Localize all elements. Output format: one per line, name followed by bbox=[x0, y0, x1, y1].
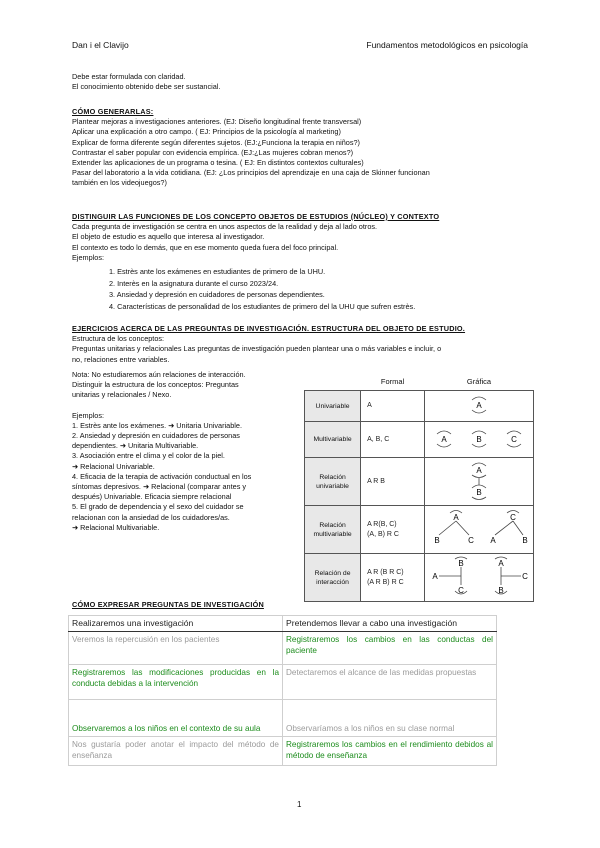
text-line: 3. Asociación entre el clima y el color de la piel. bbox=[72, 451, 225, 461]
row-graphic bbox=[425, 458, 534, 506]
graphic-multivariable bbox=[425, 424, 533, 454]
node-label: A bbox=[490, 535, 496, 545]
concept-structure-table bbox=[304, 372, 534, 602]
graphic-relacion-multivariable bbox=[425, 507, 533, 551]
text-line: El contexto es todo lo demás, que en ese momento queda fuera del foco principal. bbox=[72, 242, 339, 252]
list-item: 4. Características de personalidad de los estudiantes de primero del la UHU que sufren estrès. bbox=[109, 301, 416, 311]
section-distinguir bbox=[72, 212, 439, 263]
section-expresar bbox=[72, 600, 264, 610]
graphic-relacion-univariable bbox=[425, 459, 533, 503]
text-line: relacionan con la ansiedad de los cuidadores/as. bbox=[72, 512, 230, 522]
graphic-relacion-interaccion bbox=[425, 555, 533, 599]
node-label: A bbox=[498, 558, 504, 568]
text-line: 5. El grado de dependencia y el sexo del cuidador se bbox=[72, 502, 244, 512]
table-cell: Detectaremos el alcance de las medidas propuestas bbox=[283, 665, 497, 700]
node-label: A bbox=[432, 571, 438, 581]
text-line: El objeto de estudio es aquello que interesa al investigador. bbox=[72, 232, 265, 242]
row-label: Relación de interacción bbox=[305, 554, 361, 602]
row-label: Relación univariable bbox=[305, 458, 361, 506]
row-graphic bbox=[425, 422, 534, 458]
text-line: Aplicar una explicación a otro campo. ( EJ: Principios de la psicología al marketing) bbox=[72, 127, 341, 137]
section-title: EJERCICIOS ACERCA DE LAS PREGUNTAS DE INVESTIGACIÓN. ESTRUCTURA DEL OBJETO DE ESTUDIO. bbox=[72, 324, 466, 333]
text-line: unitarias y relacionales / Nexo. bbox=[72, 390, 172, 400]
text-line: dependientes. ➜ Unitaria Multivariable. bbox=[72, 441, 199, 451]
row-formal: A bbox=[361, 391, 425, 422]
text-line: Ejemplos: bbox=[72, 410, 105, 420]
page-number: 1 bbox=[297, 800, 302, 809]
row-formal: A R(B, C) (A, B) R C bbox=[361, 506, 425, 554]
row-label: Multivariable bbox=[305, 422, 361, 458]
node-label: C bbox=[510, 512, 516, 522]
list-item: 2. Interès en la asignatura durante el curso 2023/24. bbox=[109, 278, 279, 288]
ejercicios-left-column bbox=[72, 370, 251, 533]
text-line: 1. Estrès ante los exámenes. ➜ Unitaria Univariable. bbox=[72, 420, 242, 430]
table-row bbox=[69, 700, 497, 737]
section-title: CÓMO EXPRESAR PREGUNTAS DE INVESTIGACIÓN bbox=[72, 600, 264, 609]
text-line: Cada pregunta de investigación se centra en unos aspectos de la realidad y deja al lado otros. bbox=[72, 222, 378, 232]
expresar-table bbox=[68, 615, 497, 766]
text-line: Ejemplos: bbox=[72, 252, 105, 262]
text-line: también en los videojuegos?) bbox=[72, 178, 167, 188]
node-label: B bbox=[434, 535, 440, 545]
intro-line: El conocimiento obtenido debe ser sustancial. bbox=[72, 82, 221, 92]
text-line: Distinguir la estructura de los conceptos: Preguntas bbox=[72, 380, 239, 390]
table-row bbox=[69, 632, 497, 665]
row-formal: A R B bbox=[361, 458, 425, 506]
header-author: Dan i el Clavijo bbox=[72, 40, 129, 50]
node-label: B bbox=[498, 585, 504, 595]
text-line: Pasar del laboratorio a la vida cotidiana. (EJ: ¿Los principios del aprendizaje en una caja de Skinner funcionan bbox=[72, 168, 430, 178]
node-label: A bbox=[441, 434, 447, 444]
list-item: 3. Ansiedad y depresión en cuidadores de personas dependientes. bbox=[109, 290, 325, 300]
table-cell: Registraremos las modificaciones producidas en la conducta debidas a la intervención bbox=[69, 665, 283, 700]
table-cell: Observaríamos a los niños en su clase normal bbox=[283, 700, 497, 737]
row-formal: A, B, C bbox=[361, 422, 425, 458]
text-line: Estructura de los conceptos: bbox=[72, 334, 165, 344]
node-label: A bbox=[476, 465, 482, 475]
node-label: B bbox=[476, 434, 482, 444]
text-line: Plantear mejoras a investigaciones anteriores. (EJ: Diseño longitudinal frente transversal) bbox=[72, 117, 362, 127]
table-row bbox=[69, 737, 497, 766]
text-line: Preguntas unitarias y relacionales Las preguntas de investigación pueden plantear una o más variables e incluir, o bbox=[72, 344, 442, 354]
section-title: CÓMO GENERARLAS: bbox=[72, 107, 154, 116]
table-cell: Nos gustaría poder anotar el impacto del método de enseñanza bbox=[69, 737, 283, 766]
table-row bbox=[69, 665, 497, 700]
node-label: B bbox=[458, 558, 464, 568]
text-line: Contrastar el saber popular con evidencia empírica. (EJ:¿Las mujeres cobran menos?) bbox=[72, 147, 354, 157]
table-cell: Observaremos a los niños en el contexto de su aula bbox=[69, 700, 283, 737]
table-cell: Veremos la repercusión en los pacientes bbox=[69, 632, 283, 665]
row-label: Univariable bbox=[305, 391, 361, 422]
node-label: B bbox=[522, 535, 528, 545]
header-subject: Fundamentos metodológicos en psicología bbox=[366, 40, 528, 50]
text-line: síntomas depresivos. ➜ Relacional (comparar antes y bbox=[72, 482, 247, 492]
node-label: C bbox=[458, 585, 464, 595]
text-line: ➜ Relacional Multivariable. bbox=[72, 522, 160, 532]
node-label: C bbox=[522, 571, 528, 581]
section-title: DISTINGUIR LAS FUNCIONES DE LOS CONCEPTO OBJETOS DE ESTUDIOS (NÚCLEO) Y CONTEXTO bbox=[72, 212, 440, 221]
text-line: 2. Ansiedad y depresión en cuidadores de personas bbox=[72, 431, 240, 441]
text-line: Extender las aplicaciones de un programa o tesina. ( EJ: En distintos contextos culturales) bbox=[72, 158, 364, 168]
text-line: ➜ Relacional Univariable. bbox=[72, 461, 155, 471]
node-label: A bbox=[476, 401, 482, 410]
blank-line bbox=[72, 401, 251, 411]
intro-block bbox=[72, 72, 220, 92]
text-line: no, relaciones entre variables. bbox=[72, 354, 170, 364]
list-item: 1. Estrès ante los exámenes en estudiantes de primero de la UHU. bbox=[109, 267, 326, 276]
node-label: A bbox=[453, 512, 459, 522]
row-graphic bbox=[425, 554, 534, 602]
text-line: después) Univariable. Eficacia siempre relacional bbox=[72, 492, 232, 502]
row-label: Relación multivariable bbox=[305, 506, 361, 554]
node-label: C bbox=[511, 434, 517, 444]
examples-list bbox=[109, 266, 415, 312]
table-cell: Registraremos los cambios en el rendimiento debidos al método de enseñanza bbox=[283, 737, 497, 766]
section-ejercicios bbox=[72, 324, 465, 365]
intro-line: Debe estar formulada con claridad. bbox=[72, 72, 186, 81]
row-formal: A R (B R C) (A R B) R C bbox=[361, 554, 425, 602]
table-header: Realizaremos una investigación bbox=[69, 616, 283, 632]
section-como-generarlas bbox=[72, 107, 430, 189]
column-header-formal: Formal bbox=[380, 376, 405, 386]
graphic-univariable bbox=[425, 391, 533, 419]
row-graphic bbox=[425, 506, 534, 554]
table-cell: Registraremos los cambios en las conductas del paciente bbox=[283, 632, 497, 665]
text-line: Explicar de forma diferente según diferentes sujetos. (EJ:¿Funciona la terapia en niños?) bbox=[72, 137, 360, 147]
column-spacer bbox=[305, 372, 361, 391]
node-label: B bbox=[476, 487, 482, 497]
column-header-grafica: Gráfica bbox=[466, 376, 492, 386]
row-graphic bbox=[425, 391, 534, 422]
table-header: Pretendemos llevar a cabo una investigación bbox=[283, 616, 497, 632]
text-line: 4. Eficacia de la terapia de activación conductual en los bbox=[72, 471, 252, 481]
text-line: Nota: No estudiaremos aún relaciones de interacción. bbox=[72, 370, 246, 379]
node-label: C bbox=[468, 535, 474, 545]
